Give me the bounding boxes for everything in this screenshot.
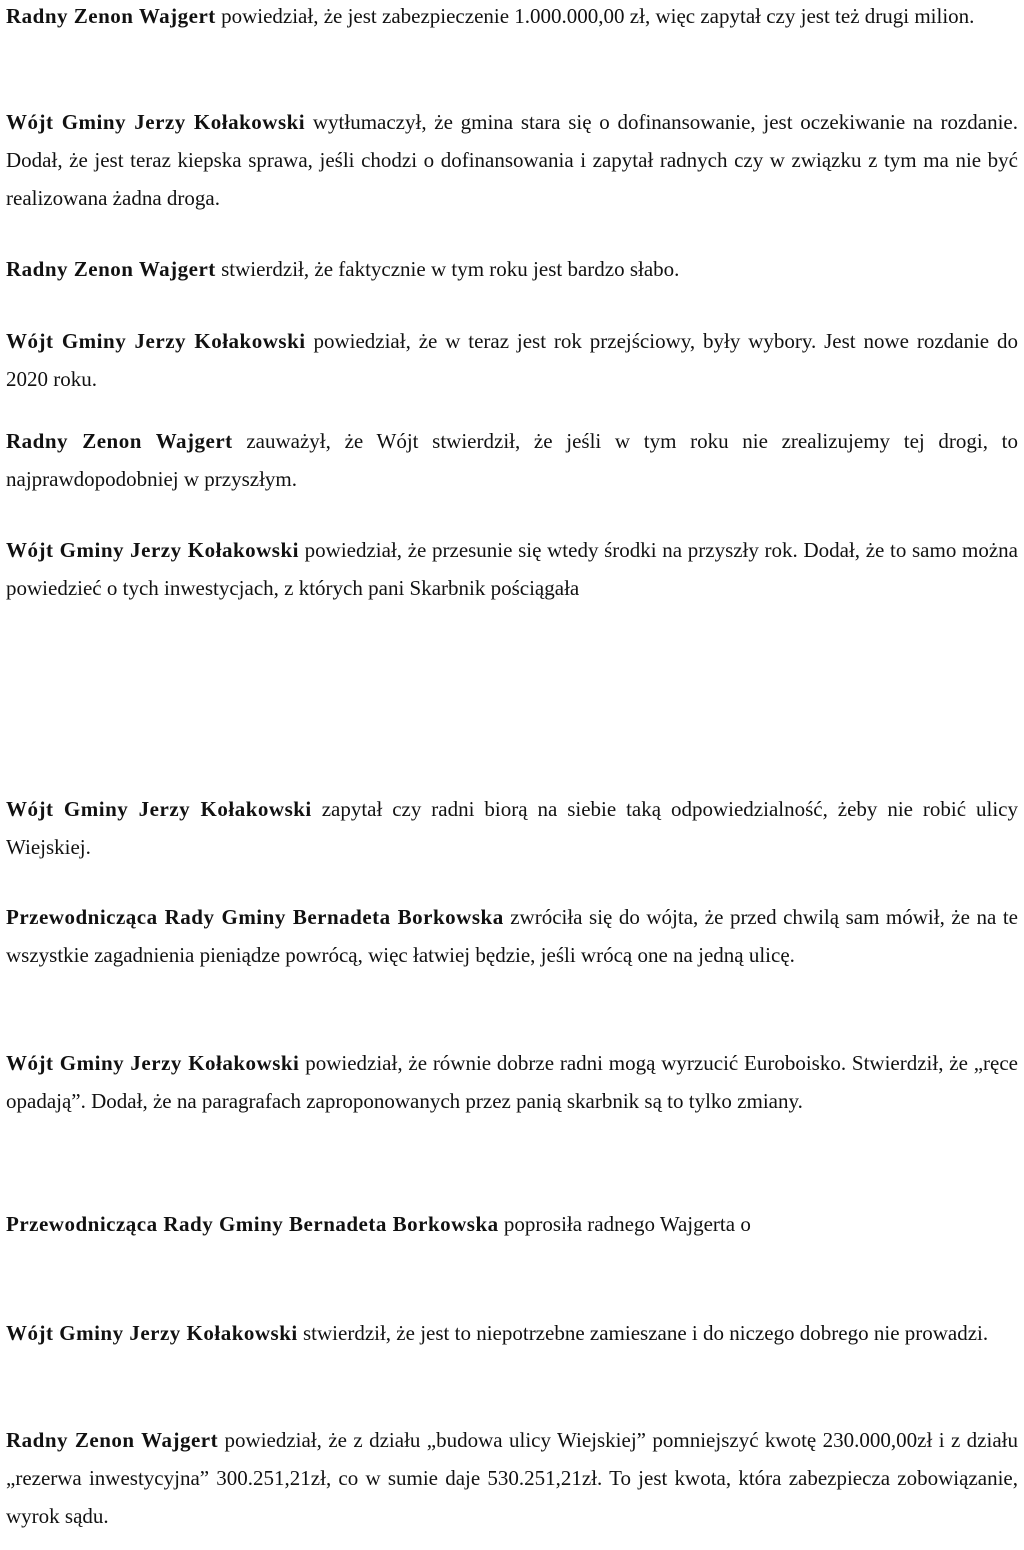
paragraph-text: powiedział, że w teraz jest rok przejściowy, były wybory. Jest nowe rozdanie do 2020 roku. <box>6 329 1018 391</box>
speaker-name: Radny Zenon Wajgert <box>6 257 216 281</box>
speaker-name: Wójt Gminy Jerzy Kołakowski <box>6 1051 300 1075</box>
paragraph-text: zapytał czy radni biorą na siebie taką odpowiedzialność, żeby nie robić ulicy Wiejskiej. <box>6 797 1018 859</box>
speaker-name: Wójt Gminy Jerzy Kołakowski <box>6 110 306 134</box>
speaker-name: Przewodnicząca Rady Gminy Bernadeta Borkowska <box>6 1212 499 1236</box>
paragraph <box>6 250 1018 288</box>
speaker-name: Radny Zenon Wajgert <box>6 4 216 28</box>
paragraph-text: powiedział, że równie dobrze radni mogą wyrzucić Euroboisko. Stwierdził, że „ręce opadają”. Dodał, że na paragrafach zaproponowanych przez panią skarbnik są to tylko zmiany. <box>6 1051 1018 1113</box>
paragraph-text: powiedział, że jest zabezpieczenie 1.000.000,00 zł, więc zapytał czy jest też drugi milion. <box>215 4 975 28</box>
paragraph-text: wytłumaczył, że gmina stara się o dofinansowanie, jest oczekiwanie na rozdanie. Dodał, że jest teraz kiepska sprawa, jeśli chodzi o dofinansowania i zapytał radnych czy w związku z tym ma nie być realizowana żadna droga. <box>6 110 1018 210</box>
paragraph-text: zwróciła się do wójta, że przed chwilą sam mówił, że na te wszystkie zagadnienia pieniądze powrócą, więc łatwiej będzie, jeśli wrócą one na jedną ulicę. <box>6 905 1018 967</box>
paragraph <box>6 1421 1018 1535</box>
paragraph <box>6 1205 1018 1243</box>
paragraph <box>6 103 1018 217</box>
paragraph-text: zauważył, że Wójt stwierdził, że jeśli w tym roku nie zrealizujemy tej drogi, to najprawdopodobniej w przyszłym. <box>6 429 1018 491</box>
paragraph <box>6 422 1018 498</box>
paragraph <box>6 1044 1018 1120</box>
paragraph-text: stwierdził, że faktycznie w tym roku jest bardzo słabo. <box>215 257 680 281</box>
speaker-name: Wójt Gminy Jerzy Kołakowski <box>6 538 299 562</box>
paragraph <box>6 898 1018 974</box>
paragraph <box>6 790 1018 866</box>
speaker-name: Przewodnicząca Rady Gminy Bernadeta Borkowska <box>6 905 504 929</box>
speaker-name: Wójt Gminy Jerzy Kołakowski <box>6 329 306 353</box>
paragraph-text: stwierdził, że jest to niepotrzebne zamieszane i do niczego dobrego nie prowadzi. <box>297 1321 989 1345</box>
paragraph <box>6 0 1018 35</box>
speaker-name: Radny Zenon Wajgert <box>6 429 233 453</box>
paragraph-text: powiedział, że przesunie się wtedy środki na przyszły rok. Dodał, że to samo można powiedzieć o tych inwestycjach, z których pani Skarbnik pościągała <box>6 538 1018 600</box>
paragraph <box>6 531 1018 607</box>
speaker-name: Radny Zenon Wajgert <box>6 1428 219 1452</box>
paragraph-text: poprosiła radnego Wajgerta o <box>498 1212 751 1236</box>
paragraph-text: powiedział, że z działu „budowa ulicy Wiejskiej” pomniejszyć kwotę 230.000,00zł i z działu „rezerwa inwestycyjna” 300.251,21zł, co w sumie daje 530.251,21zł. To jest kwota, która zabezpiecza zobowiązanie, wyrok sądu. <box>6 1428 1018 1528</box>
speaker-name: Wójt Gminy Jerzy Kołakowski <box>6 1321 298 1345</box>
speaker-name: Wójt Gminy Jerzy Kołakowski <box>6 797 312 821</box>
paragraph <box>6 322 1018 398</box>
paragraph <box>6 1314 1018 1352</box>
